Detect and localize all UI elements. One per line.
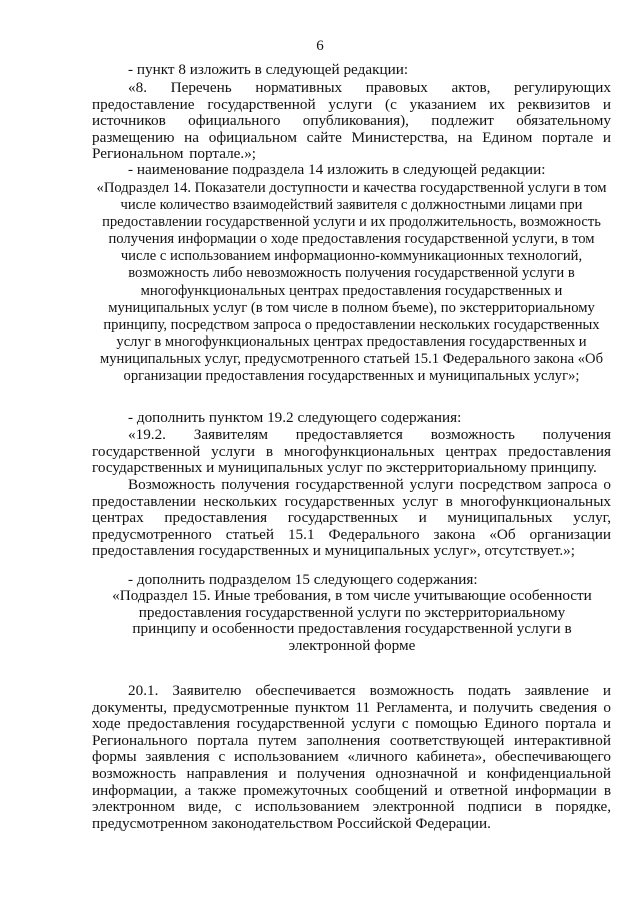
paragraph-p5: - дополнить пунктом 19.2 следующего содержания: [128,409,462,426]
section-15-heading-block [108,588,596,654]
page-number: 6 [316,38,324,54]
item-20-1-text [92,683,611,832]
paragraph-p6: «19.2. Заявителям предоставляется возможность получения государственной услуги в многофункциональных центрах предоставления государственных и муниципальных услуг по экстерриториальному принципу. [92,426,611,477]
amendment-item-19-2-intro [92,410,611,427]
paragraph-p3: - наименование подраздела 14 изложить в следующей редакции: [128,161,546,178]
amendment-item-8-intro [92,62,611,79]
paragraph-p10: 20.1. Заявителю обеспечивается возможность подать заявление и документы, предусмотренные пунктом 11 Регламента, и получить сведения о ходе предоставления государственной услуги с помощью Единого портала и Регионального портала путем заполнения соответствующей интерактивной формы заявления с использованием «личного кабинета», обеспечивающего возможность направления и получения однозначной и конфиденциальной информации, а также промежуточных сообщений и ответной информации в электронном виде, с использованием электронной подписи в порядке, предусмотренном законодательством Российской Федерации. [92,682,611,832]
item-19-2-second-paragraph [92,477,611,560]
paragraph-p1: - пункт 8 изложить в следующей редакции: [128,61,409,78]
paragraph-p2: «8. Перечень нормативных правовых актов, регулирующих предоставление государственной услуги (с указанием их реквизитов и источников официального опубликования), подлежит обязательному размещению на официальном сайте Министерства, на Едином портале и Региональном портале.»; [92,79,611,163]
amendment-section-14-intro [92,162,611,179]
item-19-2-text [92,427,611,477]
paragraph-p4: «Подраздел 14. Показатели доступности и качества государственной услуги в том числе количество взаимодействий заявителя с должностными лицами при предоставлении государственной услуги и их продолжительность, возможность получения информации о ходе предоставления государственной услуги, в том числе с использованием информационно-коммуникационных технологий, возможность либо невозможность получения государственной услуги в многофункциональных центрах предоставления государственных и муниципальных услуг (в том числе в полном бъеме), по экстерриториальному принципу, посредством запроса о предоставлении нескольких государственных услуг в многофункциональных центрах предоставления государственных и муниципальных услуг, предусмотренного статьей 15.1 Федерального закона «Об организации предоставления государственных и муниципальных услуг»; [96,180,607,385]
paragraph-p8: - дополнить подразделом 15 следующего содержания: [128,571,478,588]
paragraph-p9: «Подраздел 15. Иные требования, в том числе учитывающие особенности предоставления государственной услуги по экстерриториальному принципу и особенности предоставления государственной услуги в электронной форме [112,587,592,654]
section-14-title-block [92,180,611,385]
paragraph-p7: Возможность получения государственной услуги посредством запроса о предоставлении нескольких государственных услуг в многофункциональных центрах предоставления государственных и муниципальных услуг, предусмотренного статьей 15.1 Федерального закона «Об организации предоставления государственных и муниципальных услуг», отсутствует.»; [92,476,611,560]
amendment-item-8-text [92,80,611,163]
